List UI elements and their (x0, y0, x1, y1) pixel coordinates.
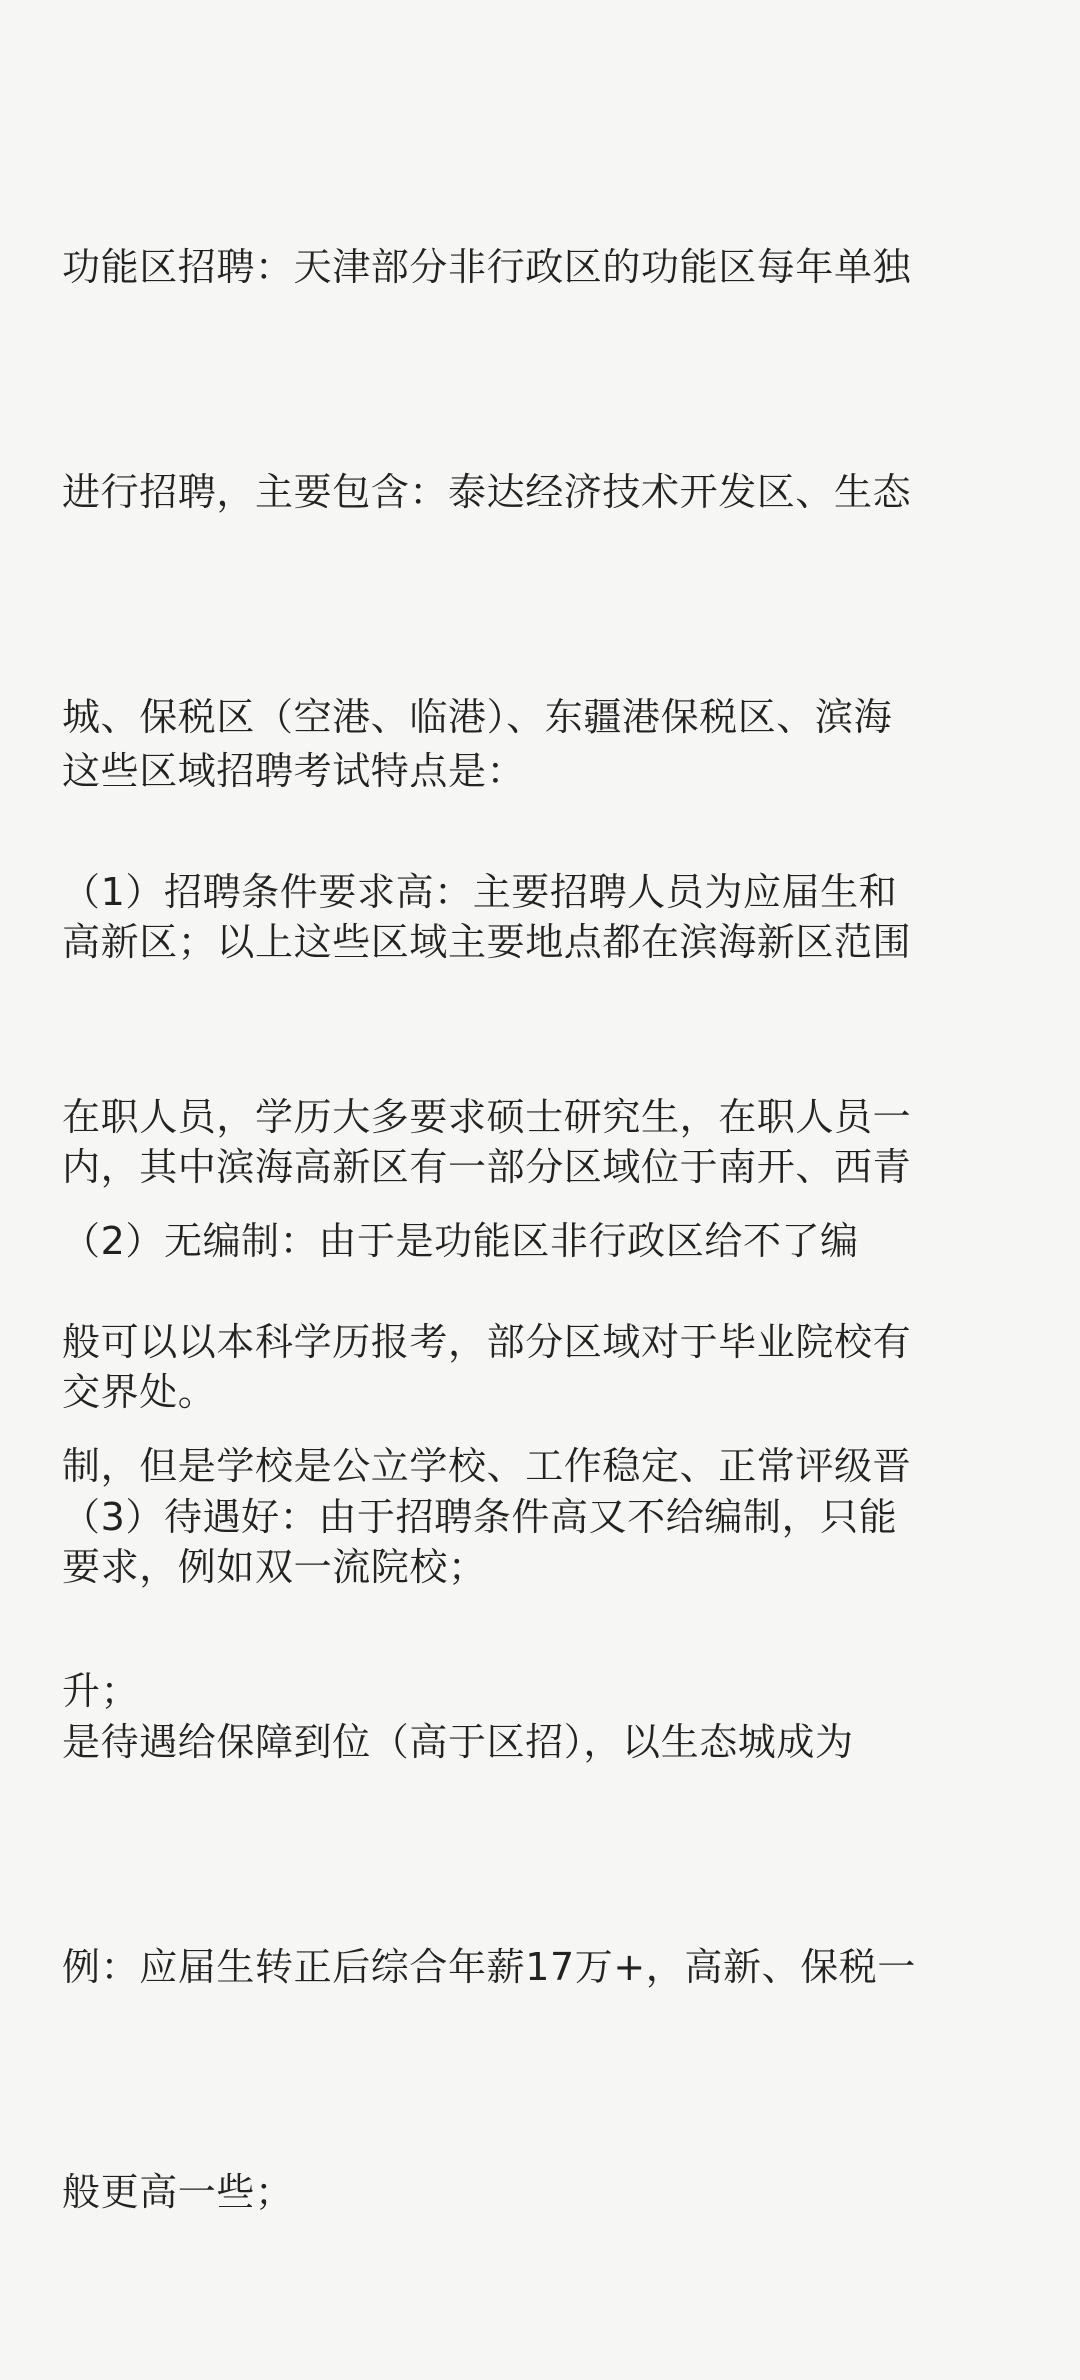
text-line: 功能区招聘：天津部分非行政区的功能区每年单独 (62, 245, 912, 289)
text-line: 是待遇给保障到位（高于区招），以生态城成为 (62, 1720, 854, 1764)
text-line: 在职人员，学历大多要求硕士研究生，在职人员一 (62, 1095, 912, 1139)
text-line: 制，但是学校是公立学校、工作稳定、正常评级晋 (62, 1444, 912, 1488)
text-line: 进行招聘，主要包含：泰达经济技术开发区、生态 (62, 470, 912, 514)
text-line: 例：应届生转正后综合年薪17万+，高新、保税一 (62, 1945, 916, 1989)
text-line: 城、保税区（空港、临港）、东疆港保税区、滨海 (62, 695, 893, 739)
text-line: 升； (62, 1669, 140, 1713)
text-line: 内，其中滨海高新区有一部分区域位于南开、西青 (62, 1145, 912, 1189)
text-line: 般可以以本科学历报考，部分区域对于毕业院校有 (62, 1320, 912, 1364)
point-3-paragraph (62, 1330, 916, 2380)
text-line: 要求，例如双一流院校； (62, 1545, 487, 1589)
text-line: （1）招聘条件要求高：主要招聘人员为应届生和 (62, 870, 898, 914)
text-line: 高新区；以上这些区域主要地点都在滨海新区范围 (62, 920, 912, 964)
text-line: （3）待遇好：由于招聘条件高又不给编制，只能 (62, 1495, 898, 1539)
text-line: 般更高一些； (62, 2170, 294, 2214)
text-line: （2）无编制：由于是功能区非行政区给不了编 (62, 1219, 859, 1263)
text-line: 这些区域招聘考试特点是： (62, 749, 526, 793)
text-line: 交界处。 (62, 1370, 217, 1414)
